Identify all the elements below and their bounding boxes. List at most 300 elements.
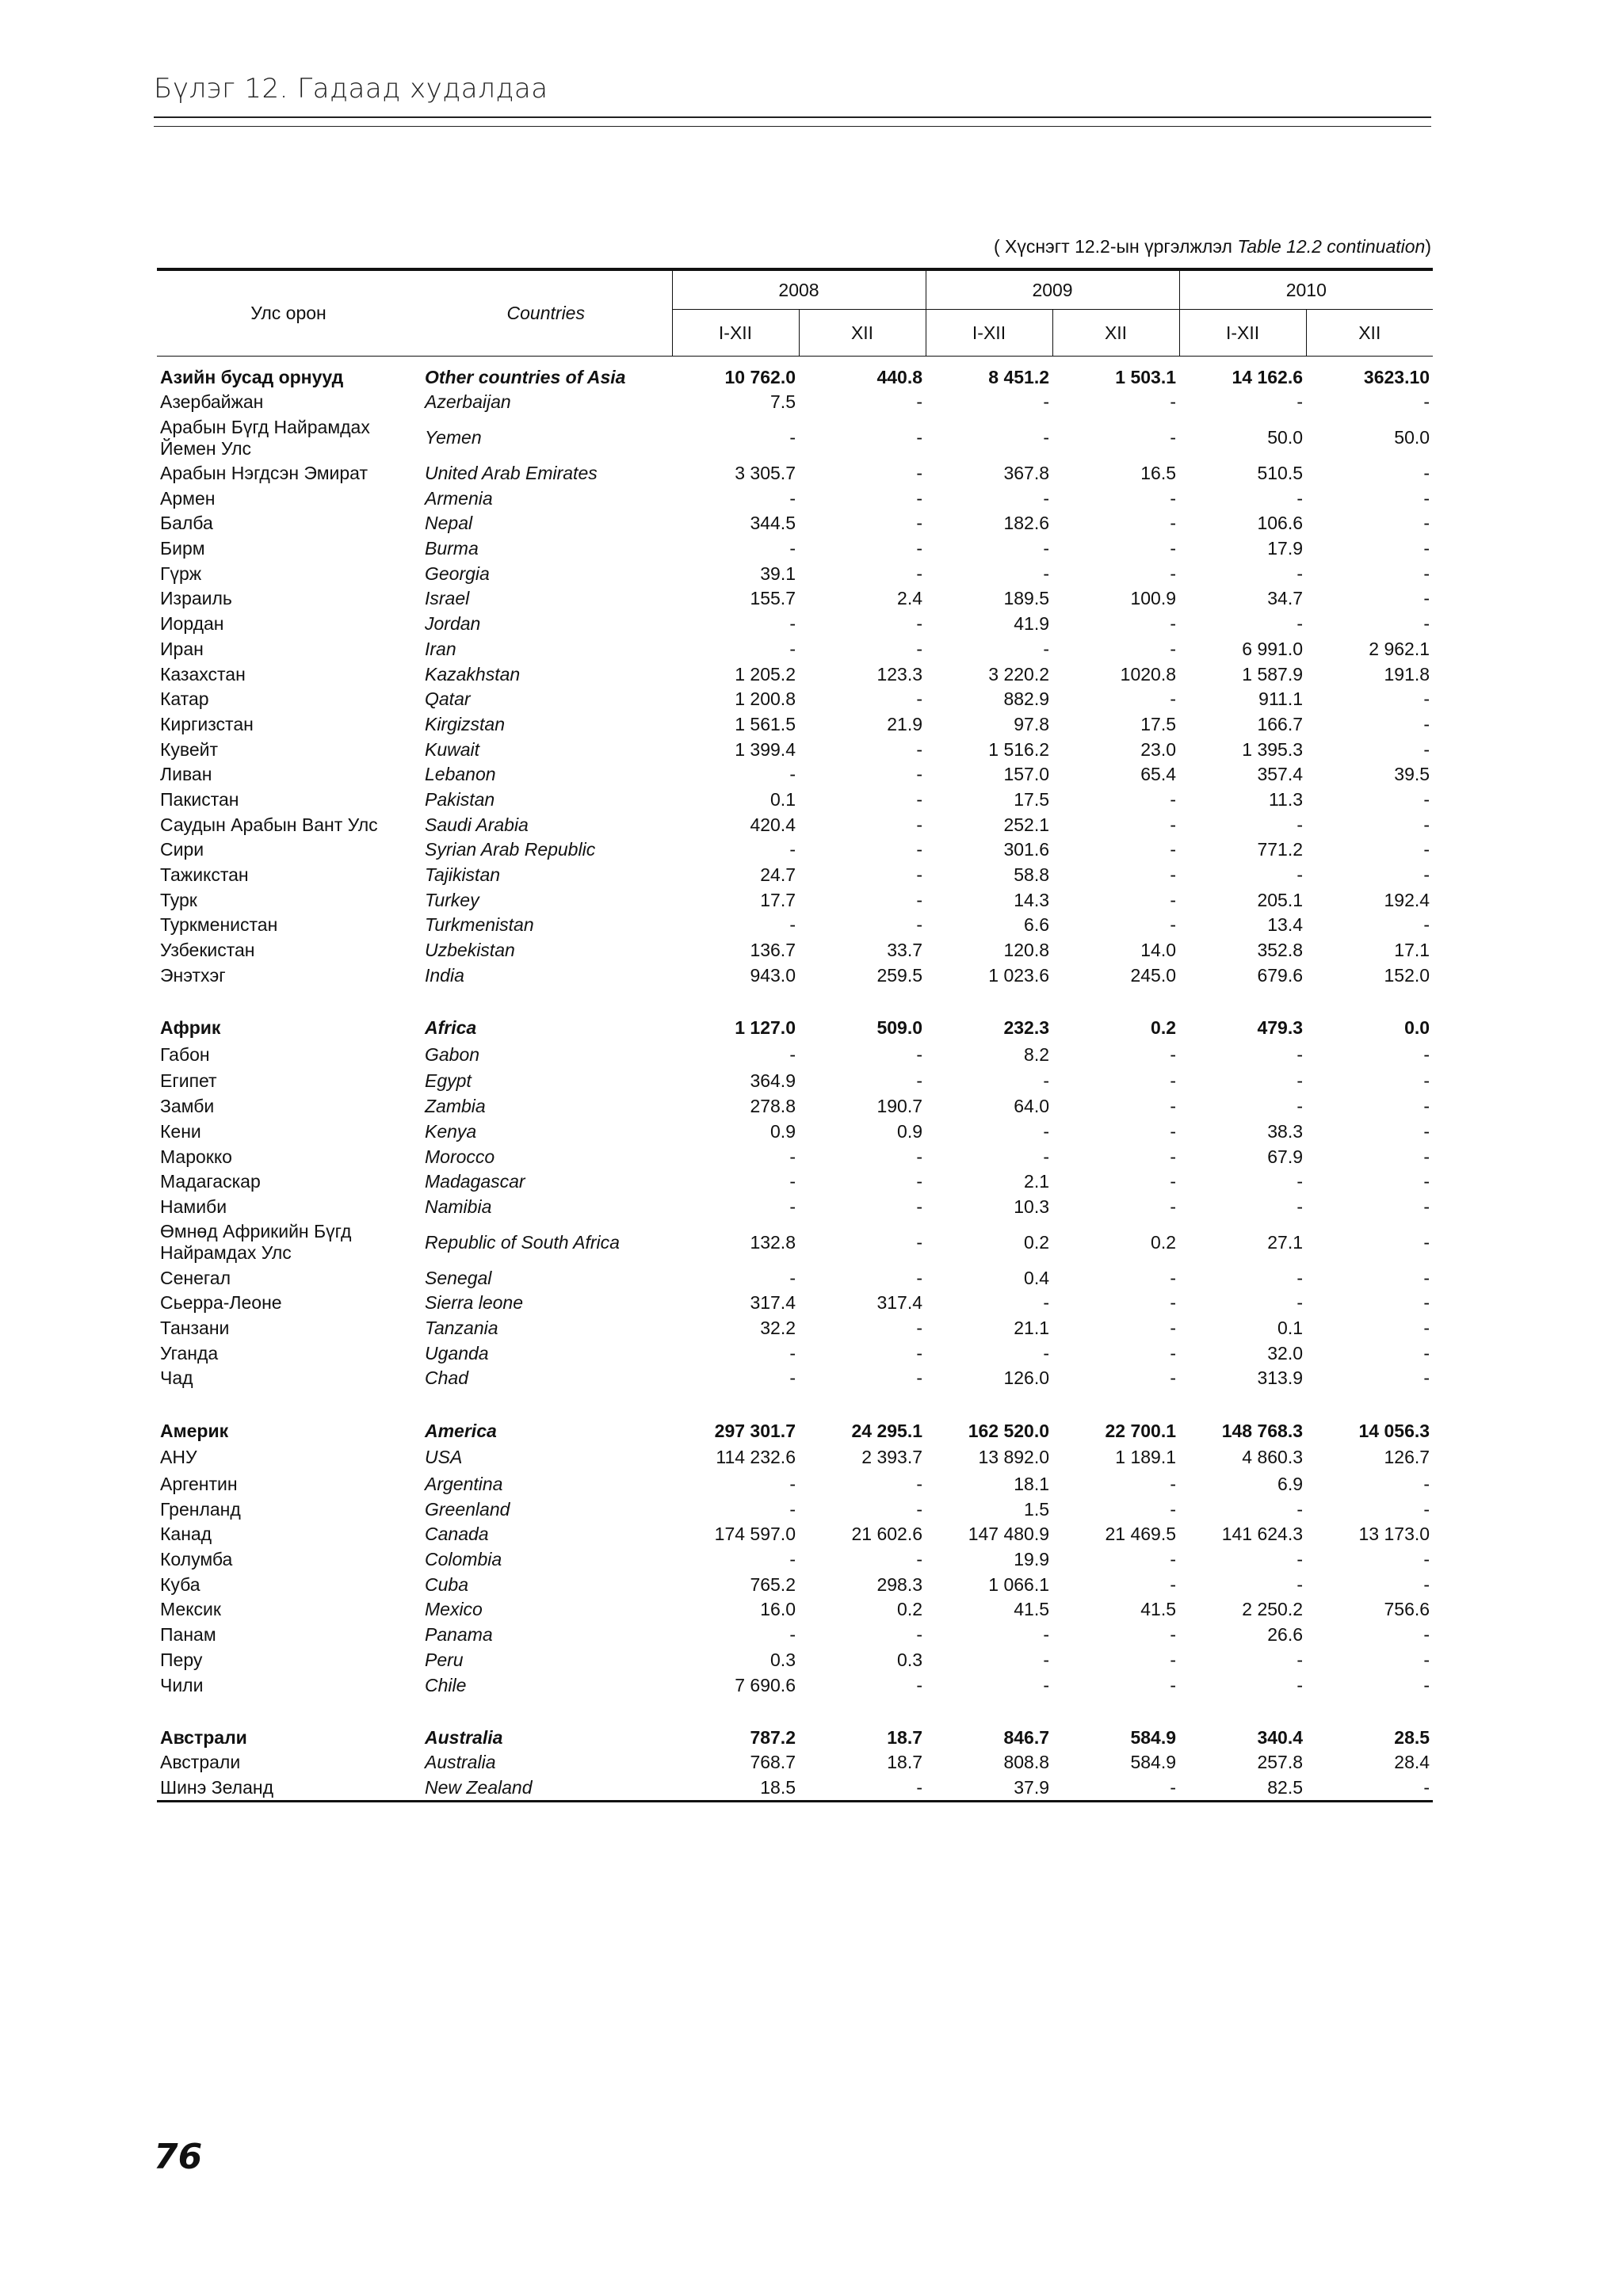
value-cell: - — [1423, 391, 1430, 413]
value-cell: - — [916, 1146, 923, 1167]
value-cell: - — [1170, 638, 1177, 659]
country-name-en: Pakistan — [425, 788, 495, 810]
country-row — [157, 1497, 1433, 1522]
year-header: 2008 — [672, 269, 926, 310]
value-cell: 808.8 — [1003, 1752, 1050, 1773]
value-cell: - — [916, 613, 923, 635]
country-name-en: Gabon — [425, 1043, 480, 1065]
value-cell: 14.0 — [1140, 940, 1177, 961]
country-name-mn: Австрали — [160, 1752, 241, 1773]
header-rule-top — [154, 116, 1431, 118]
value-cell: - — [789, 1367, 796, 1389]
country-row — [157, 662, 1433, 687]
value-cell: - — [1296, 1043, 1304, 1065]
value-cell: 155.7 — [750, 588, 796, 609]
value-cell: 0.2 — [897, 1599, 923, 1620]
value-cell: 1 587.9 — [1242, 663, 1304, 685]
value-cell: 141 624.3 — [1221, 1524, 1304, 1545]
header-rule-bottom — [154, 126, 1431, 127]
value-cell: 17.5 — [1140, 713, 1177, 734]
value-cell: - — [1423, 738, 1430, 760]
country-row — [157, 687, 1433, 712]
value-cell: 14 056.3 — [1358, 1420, 1430, 1441]
country-name-mn: Арабын Нэгдсэн Эмират — [160, 463, 368, 484]
value-cell: - — [916, 513, 923, 534]
value-cell: - — [1423, 1367, 1430, 1389]
value-cell: - — [1423, 1070, 1430, 1092]
value-cell: 8.2 — [1024, 1043, 1050, 1065]
value-cell: - — [1296, 1674, 1304, 1695]
value-cell: 0.9 — [897, 1120, 923, 1142]
value-cell: 26.6 — [1267, 1624, 1304, 1646]
value-cell: 16.0 — [760, 1599, 796, 1620]
value-cell: - — [1423, 1498, 1430, 1520]
value-cell: - — [789, 1196, 796, 1217]
value-cell: 1 399.4 — [735, 738, 796, 760]
value-cell: - — [1170, 1171, 1177, 1192]
value-cell: - — [789, 1043, 796, 1065]
value-cell: 4 860.3 — [1242, 1447, 1304, 1468]
value-cell: 147 480.9 — [968, 1524, 1050, 1545]
value-cell: - — [1296, 1196, 1304, 1217]
table-continuation-note — [994, 236, 1431, 257]
value-cell: 24.7 — [760, 864, 796, 886]
country-name-en: Syrian Arab Republic — [425, 839, 596, 860]
value-cell: 148 768.3 — [1221, 1420, 1304, 1441]
value-cell: - — [1170, 391, 1177, 413]
value-cell: 1 200.8 — [735, 688, 796, 710]
value-cell: - — [1296, 563, 1304, 584]
value-cell: 0.0 — [1404, 1017, 1430, 1039]
period-header: XII — [799, 310, 926, 357]
value-cell: 367.8 — [1003, 463, 1050, 484]
value-cell: 0.2 — [1024, 1231, 1050, 1253]
value-cell: 313.9 — [1257, 1367, 1304, 1389]
value-cell: - — [1043, 391, 1050, 413]
section-spacer — [157, 1391, 1433, 1410]
country-name-en: Tajikistan — [425, 864, 501, 886]
value-cell: 14.3 — [1014, 889, 1050, 910]
value-cell: 6.9 — [1277, 1474, 1304, 1495]
value-cell: 509.0 — [876, 1017, 923, 1039]
value-cell: 768.7 — [750, 1752, 796, 1773]
value-cell: 846.7 — [1003, 1726, 1050, 1748]
value-cell: 584.9 — [1130, 1726, 1177, 1748]
value-cell: 301.6 — [1003, 839, 1050, 860]
value-cell: - — [1423, 1096, 1430, 1117]
value-cell: 21 469.5 — [1105, 1524, 1177, 1545]
country-name-en: Senegal — [425, 1267, 492, 1288]
value-cell: 1020.8 — [1120, 663, 1177, 685]
country-row — [157, 1291, 1433, 1316]
value-cell: - — [789, 1624, 796, 1646]
value-cell: - — [1423, 688, 1430, 710]
value-cell: - — [916, 914, 923, 936]
value-cell: - — [789, 1267, 796, 1288]
period-header: I-XII — [672, 310, 799, 357]
country-name-mn: Азербайжан — [160, 391, 264, 413]
value-cell: 298.3 — [876, 1573, 923, 1595]
country-name-mn: Катар — [160, 688, 209, 710]
value-cell: 11.3 — [1268, 788, 1304, 810]
value-cell: 174 597.0 — [714, 1524, 796, 1545]
value-cell: - — [789, 638, 796, 659]
table-header — [157, 269, 1433, 357]
value-cell: - — [916, 839, 923, 860]
value-cell: 17.5 — [1014, 788, 1050, 810]
country-name-en: Australia — [425, 1752, 496, 1773]
country-name-en: Burma — [425, 538, 479, 559]
country-row — [157, 1547, 1433, 1573]
value-cell: 13 892.0 — [978, 1447, 1050, 1468]
value-cell: - — [1423, 487, 1430, 509]
country-name-mn: Балба — [160, 513, 213, 534]
value-cell: 2 962.1 — [1369, 638, 1430, 659]
value-cell: 765.2 — [750, 1573, 796, 1595]
country-name-mn: Перу — [160, 1649, 203, 1670]
value-cell: - — [1423, 613, 1430, 635]
country-name-mn: Арабын Бүгд Найрамдах Йемен Улс — [160, 416, 370, 459]
country-name-en: Tanzania — [425, 1317, 498, 1338]
country-row — [157, 1472, 1433, 1497]
country-row — [157, 511, 1433, 536]
value-cell: - — [1043, 1120, 1050, 1142]
value-cell: 340.4 — [1257, 1726, 1304, 1748]
country-row — [157, 612, 1433, 637]
value-cell: 297 301.7 — [714, 1420, 796, 1441]
country-name-en: Madagascar — [425, 1171, 525, 1192]
value-cell: 364.9 — [750, 1070, 796, 1092]
country-name-en: USA — [425, 1447, 463, 1468]
country-name-en: Turkey — [425, 889, 479, 910]
value-cell: - — [1170, 1070, 1177, 1092]
value-cell: 18.1 — [1014, 1474, 1050, 1495]
value-cell: 21.9 — [887, 713, 923, 734]
table-body — [157, 357, 1433, 1802]
value-cell: - — [1043, 1624, 1050, 1646]
country-name-en: Sierra leone — [425, 1292, 524, 1314]
value-cell: - — [1423, 538, 1430, 559]
value-cell: - — [916, 1342, 923, 1363]
value-cell: - — [1170, 914, 1177, 936]
value-cell: 317.4 — [876, 1292, 923, 1314]
value-cell: 6.6 — [1024, 914, 1050, 936]
country-row — [157, 1750, 1433, 1775]
country-name-en: Jordan — [425, 613, 481, 635]
country-name-mn: Өмнөд Африкийн Бүгд Найрамдах Улс — [160, 1221, 352, 1264]
value-cell: 41.5 — [1014, 1599, 1050, 1620]
value-cell: - — [1423, 1120, 1430, 1142]
country-name-en: Greenland — [425, 1498, 510, 1520]
value-cell: 28.5 — [1394, 1726, 1430, 1748]
value-cell: 1 066.1 — [988, 1573, 1050, 1595]
value-cell: - — [1296, 613, 1304, 635]
value-cell: 882.9 — [1003, 688, 1050, 710]
country-row — [157, 637, 1433, 662]
value-cell: 2.4 — [897, 588, 923, 609]
country-row — [157, 863, 1433, 888]
value-cell: - — [916, 1231, 923, 1253]
value-cell: 21 602.6 — [851, 1524, 923, 1545]
value-cell: 943.0 — [750, 964, 796, 986]
value-cell: - — [1170, 538, 1177, 559]
value-cell: - — [916, 1624, 923, 1646]
value-cell: 65.4 — [1140, 764, 1177, 785]
value-cell: 27.1 — [1267, 1231, 1304, 1253]
value-cell: 1.5 — [1024, 1498, 1050, 1520]
value-cell: 1 205.2 — [735, 663, 796, 685]
country-name-en: Kirgizstan — [425, 713, 505, 734]
value-cell: 679.6 — [1257, 964, 1304, 986]
value-cell: 3623.10 — [1363, 367, 1430, 387]
value-cell: 114 232.6 — [716, 1447, 796, 1468]
value-cell: 18.7 — [887, 1752, 923, 1773]
value-cell: 23.0 — [1140, 738, 1177, 760]
value-cell: 1 023.6 — [988, 964, 1050, 986]
country-name-mn: Египет — [160, 1070, 217, 1092]
country-row — [157, 1265, 1433, 1291]
value-cell: 2 393.7 — [861, 1447, 923, 1468]
country-name-en: Republic of South Africa — [425, 1231, 620, 1253]
value-cell: - — [1423, 1171, 1430, 1192]
value-cell: - — [1170, 839, 1177, 860]
value-cell: - — [1170, 1196, 1177, 1217]
value-cell: - — [916, 1474, 923, 1495]
value-cell: 126.7 — [1384, 1447, 1430, 1468]
value-cell: - — [1423, 814, 1430, 835]
country-row — [157, 938, 1433, 963]
country-name-en: Africa — [425, 1017, 477, 1039]
value-cell: - — [1423, 1674, 1430, 1695]
value-cell: - — [789, 1474, 796, 1495]
country-name-en: Qatar — [425, 688, 471, 710]
value-cell: 357.4 — [1257, 764, 1304, 785]
value-cell: 205.1 — [1257, 889, 1304, 910]
country-row — [157, 1341, 1433, 1366]
value-cell: - — [1170, 1367, 1177, 1389]
value-cell: - — [1423, 1267, 1430, 1288]
value-cell: - — [1423, 1043, 1430, 1065]
country-name-mn: Туркменистан — [160, 914, 278, 936]
country-name-mn: Чад — [160, 1367, 193, 1389]
country-name-mn: Америк — [160, 1420, 229, 1441]
value-cell: - — [1423, 463, 1430, 484]
value-cell: 3 220.2 — [988, 663, 1050, 685]
country-row — [157, 712, 1433, 738]
value-cell: 39.5 — [1394, 764, 1430, 785]
country-name-mn: Куба — [160, 1573, 200, 1595]
value-cell: 126.0 — [1003, 1367, 1050, 1389]
value-cell: - — [916, 1196, 923, 1217]
value-cell: - — [1043, 538, 1050, 559]
value-cell: 166.7 — [1257, 713, 1304, 734]
value-cell: - — [1296, 814, 1304, 835]
continuation-close: ) — [1425, 236, 1431, 257]
country-name-en: United Arab Emirates — [425, 463, 598, 484]
value-cell: - — [1296, 864, 1304, 886]
country-row — [157, 461, 1433, 486]
country-name-en: Other countries of Asia — [425, 367, 626, 387]
value-cell: 252.1 — [1003, 814, 1050, 835]
country-name-en: Cuba — [425, 1573, 468, 1595]
value-cell: 64.0 — [1014, 1096, 1050, 1117]
value-cell: - — [1170, 864, 1177, 886]
value-cell: - — [916, 1776, 923, 1798]
year-header: 2009 — [926, 269, 1179, 310]
country-row — [157, 415, 1433, 461]
country-name-en: Azerbaijan — [425, 391, 511, 413]
country-name-mn: Чили — [160, 1674, 204, 1695]
country-name-mn: Габон — [160, 1043, 210, 1065]
country-name-en: Morocco — [425, 1146, 495, 1167]
country-name-mn: Панам — [160, 1624, 216, 1646]
value-cell: 132.8 — [750, 1231, 796, 1253]
country-name-mn: Мексик — [160, 1599, 221, 1620]
value-cell: 440.8 — [876, 367, 923, 387]
value-cell: 50.0 — [1267, 427, 1304, 448]
value-cell: 41.9 — [1014, 613, 1050, 635]
country-name-mn: Казахстан — [160, 663, 246, 685]
country-name-mn: Аргентин — [160, 1474, 238, 1495]
value-cell: 510.5 — [1257, 463, 1304, 484]
value-cell: 39.1 — [760, 563, 796, 584]
value-cell: - — [1423, 914, 1430, 936]
value-cell: - — [1170, 563, 1177, 584]
value-cell: 182.6 — [1003, 513, 1050, 534]
country-row — [157, 1572, 1433, 1597]
value-cell: - — [1170, 1120, 1177, 1142]
country-name-mn: Мадагаскар — [160, 1171, 261, 1192]
country-name-mn: Тажикстан — [160, 864, 249, 886]
country-name-mn: Танзани — [160, 1317, 230, 1338]
value-cell: - — [1423, 839, 1430, 860]
value-cell: - — [916, 563, 923, 584]
value-cell: - — [1043, 563, 1050, 584]
value-cell: 1 516.2 — [988, 738, 1050, 760]
value-cell: - — [1043, 638, 1050, 659]
value-cell: 33.7 — [887, 940, 923, 961]
value-cell: 771.2 — [1257, 839, 1304, 860]
country-name-mn: Намиби — [160, 1196, 227, 1217]
value-cell: 0.4 — [1024, 1267, 1050, 1288]
country-row — [157, 1195, 1433, 1220]
value-cell: - — [1043, 1070, 1050, 1092]
value-cell: - — [1170, 814, 1177, 835]
value-cell: - — [1423, 1342, 1430, 1363]
value-cell: 22 700.1 — [1105, 1420, 1177, 1441]
country-row — [157, 1648, 1433, 1673]
country-name-en: Armenia — [425, 487, 493, 509]
country-name-mn: Сири — [160, 839, 204, 860]
value-cell: - — [916, 889, 923, 910]
value-cell: - — [916, 638, 923, 659]
country-row — [157, 812, 1433, 837]
country-name-en: New Zealand — [425, 1776, 533, 1798]
value-cell: - — [1170, 1649, 1177, 1670]
value-cell: - — [789, 914, 796, 936]
value-cell: 18.7 — [887, 1726, 923, 1748]
country-name-mn: Саудын Арабын Вант Улс — [160, 814, 378, 835]
value-cell: 16.5 — [1140, 463, 1177, 484]
value-cell: - — [789, 538, 796, 559]
value-cell: 32.0 — [1267, 1342, 1304, 1363]
country-row — [157, 390, 1433, 415]
value-cell: 1 189.1 — [1115, 1447, 1177, 1468]
country-row — [157, 837, 1433, 863]
country-name-en: Uzbekistan — [425, 940, 515, 961]
value-cell: 1 561.5 — [735, 713, 796, 734]
value-cell: - — [789, 1342, 796, 1363]
country-row — [157, 1775, 1433, 1802]
value-cell: - — [1296, 1573, 1304, 1595]
column-header-en: Countries — [420, 269, 672, 357]
country-row — [157, 1623, 1433, 1648]
value-cell: - — [916, 1674, 923, 1695]
value-cell: 82.5 — [1267, 1776, 1304, 1798]
value-cell: 2.1 — [1024, 1171, 1050, 1192]
value-cell: 192.4 — [1384, 889, 1430, 910]
value-cell: - — [1170, 688, 1177, 710]
country-name-mn: Сенегал — [160, 1267, 231, 1288]
value-cell: - — [789, 1498, 796, 1520]
country-name-en: Panama — [425, 1624, 493, 1646]
value-cell: 7 690.6 — [735, 1674, 796, 1695]
value-cell: - — [1170, 1317, 1177, 1338]
value-cell: - — [1423, 1146, 1430, 1167]
value-cell: 14 162.6 — [1232, 367, 1304, 387]
country-name-en: Kuwait — [425, 738, 480, 760]
country-row — [157, 1144, 1433, 1169]
value-cell: 278.8 — [750, 1096, 796, 1117]
value-cell: - — [1170, 1043, 1177, 1065]
country-name-mn: Киргизстан — [160, 713, 254, 734]
value-cell: - — [1296, 1498, 1304, 1520]
section-spacer — [157, 988, 1433, 1007]
country-name-mn: Африк — [160, 1017, 221, 1039]
value-cell: - — [1043, 1674, 1050, 1695]
value-cell: 10 762.0 — [724, 367, 796, 387]
value-cell: - — [1043, 427, 1050, 448]
value-cell: 1 127.0 — [735, 1017, 796, 1039]
value-cell: 136.7 — [750, 940, 796, 961]
country-row — [157, 963, 1433, 988]
value-cell: 17.9 — [1267, 538, 1304, 559]
value-cell: - — [916, 1043, 923, 1065]
table-footer-rule — [157, 1802, 1433, 1803]
value-cell: - — [1043, 487, 1050, 509]
value-cell: - — [916, 427, 923, 448]
country-name-mn: Канад — [160, 1524, 212, 1545]
value-cell: - — [916, 538, 923, 559]
country-name-mn: Израиль — [160, 588, 232, 609]
value-cell: 17.7 — [760, 889, 796, 910]
country-name-mn: Азийн бусад орнууд — [160, 367, 344, 387]
value-cell: - — [1170, 1624, 1177, 1646]
value-cell: - — [789, 613, 796, 635]
value-cell: 41.5 — [1140, 1599, 1177, 1620]
value-cell: 1 395.3 — [1242, 738, 1304, 760]
country-row — [157, 913, 1433, 938]
country-row — [157, 737, 1433, 762]
value-cell: - — [789, 839, 796, 860]
value-cell: - — [916, 463, 923, 484]
country-row — [157, 1069, 1433, 1094]
country-row — [157, 586, 1433, 612]
value-cell: 0.3 — [897, 1649, 923, 1670]
trade-table — [157, 268, 1433, 1802]
country-row — [157, 887, 1433, 913]
value-cell: - — [1296, 1070, 1304, 1092]
